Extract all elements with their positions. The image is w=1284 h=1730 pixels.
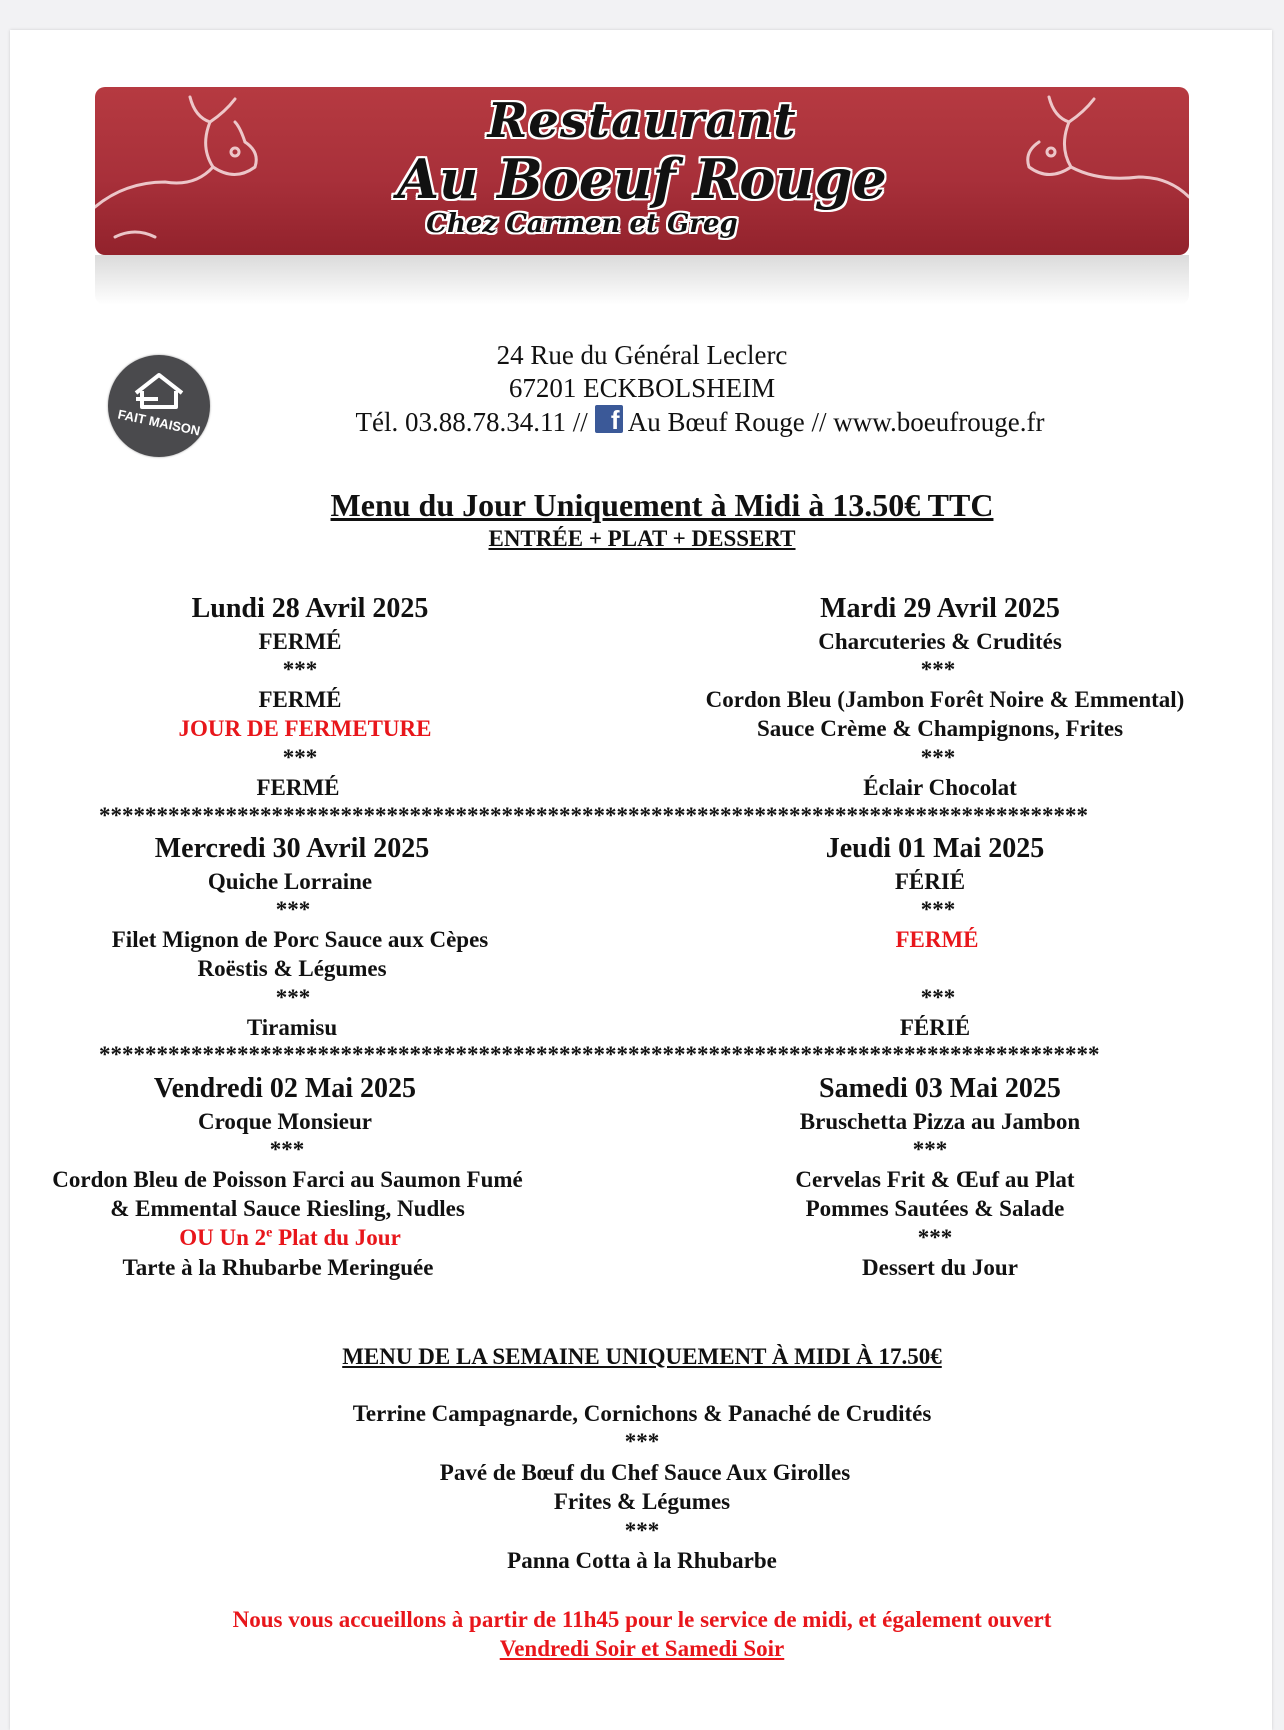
lundi-dessert: FERMÉ: [256, 775, 340, 800]
stars: ***: [920, 985, 956, 1010]
stars: ***: [282, 745, 318, 770]
facebook-icon[interactable]: f: [595, 405, 623, 433]
jeudi-plat: FERMÉ: [895, 927, 979, 952]
mardi-entree: Charcuteries & Crudités: [818, 629, 1062, 654]
banner-line-name: Au Boeuf Rouge: [397, 147, 887, 211]
stars: ***: [624, 1429, 660, 1454]
vendredi-dessert: Tarte à la Rhubarbe Meringuée: [122, 1255, 434, 1280]
vendredi-plat-2: & Emmental Sauce Riesling, Nudles: [110, 1196, 465, 1221]
samedi-plat-2: Pommes Sautées & Salade: [805, 1196, 1065, 1221]
vendredi-entree: Croque Monsieur: [198, 1109, 372, 1134]
semaine-entree: Terrine Campagnarde, Cornichons & Panaché de Crudités: [352, 1401, 932, 1426]
vendredi-note: OU Un 2e Plat du Jour: [179, 1225, 401, 1250]
stars: ***: [920, 657, 956, 682]
restaurant-banner: [95, 87, 1189, 255]
semaine-dessert: Panna Cotta à la Rhubarbe: [507, 1548, 777, 1573]
row-separator: **************************************************************************************: [99, 803, 1088, 828]
jeudi-entree: FÉRIÉ: [894, 869, 966, 894]
row-separator: ***************************************************************************************: [99, 1042, 1100, 1067]
stars: ***: [624, 1518, 660, 1543]
mardi-plat-1: Cordon Bleu (Jambon Forêt Noire & Emmental): [705, 687, 1185, 712]
day-title-jeudi: Jeudi 01 Mai 2025: [825, 833, 1045, 864]
stars: ***: [912, 1137, 948, 1162]
day-title-mardi: Mardi 29 Avril 2025: [820, 593, 1060, 624]
lundi-entree: FERMÉ: [258, 629, 342, 654]
banner-reflection: [95, 255, 1189, 305]
day-title-lundi: Lundi 28 Avril 2025: [191, 593, 429, 624]
address-contact: [0, 405, 1284, 438]
stars: ***: [920, 897, 956, 922]
address-city: 67201 ECKBOLSHEIM: [508, 373, 776, 403]
samedi-dessert: Dessert du Jour: [862, 1255, 1018, 1280]
mardi-plat-2: Sauce Crème & Champignons, Frites: [756, 716, 1124, 741]
menu-semaine-title: MENU DE LA SEMAINE UNIQUEMENT À MIDI À 17.50€: [342, 1344, 942, 1369]
banner-line-restaurant: Restaurant: [487, 93, 797, 149]
mercredi-entree: Quiche Lorraine: [207, 869, 373, 894]
lundi-plat: FERMÉ: [258, 687, 342, 712]
footer-evenings: Vendredi Soir et Samedi Soir: [499, 1636, 785, 1661]
mercredi-plat-2: Roëstis & Légumes: [197, 956, 387, 981]
semaine-plat-1: Pavé de Bœuf du Chef Sauce Aux Girolles: [439, 1460, 851, 1485]
mercredi-plat-1: Filet Mignon de Porc Sauce aux Cèpes: [111, 927, 489, 952]
stars: ***: [920, 745, 956, 770]
fait-maison-text: FAIT MAISON: [116, 406, 202, 439]
day-title-mercredi: Mercredi 30 Avril 2025: [154, 833, 430, 864]
stars: ***: [275, 985, 311, 1010]
stars: ***: [917, 1225, 953, 1250]
mardi-dessert: Éclair Chocolat: [863, 775, 1017, 800]
footer-hours: Nous vous accueillons à partir de 11h45 pour le service de midi, et également ouvert: [232, 1607, 1052, 1632]
day-title-samedi: Samedi 03 Mai 2025: [819, 1073, 1061, 1104]
semaine-plat-2: Frites & Légumes: [553, 1489, 731, 1514]
menu-jour-title: Menu du Jour Uniquement à Midi à 13.50€ TTC: [330, 487, 994, 523]
banner-line-owners: Chez Carmen et Greg: [426, 209, 738, 239]
address-street: 24 Rue du Général Leclerc: [496, 340, 788, 370]
samedi-entree: Bruschetta Pizza au Jambon: [799, 1109, 1081, 1134]
vendredi-plat-1: Cordon Bleu de Poisson Farci au Saumon Fumé: [52, 1167, 523, 1192]
day-title-vendredi: Vendredi 02 Mai 2025: [153, 1073, 417, 1104]
stars: ***: [282, 657, 318, 682]
facebook-and-website[interactable]: Au Bœuf Rouge // www.boeufrouge.fr: [627, 407, 1045, 437]
lundi-note: JOUR DE FERMETURE: [178, 716, 432, 741]
jeudi-dessert: FÉRIÉ: [899, 1015, 971, 1040]
samedi-plat-1: Cervelas Frit & Œuf au Plat: [795, 1167, 1075, 1192]
phone-number: Tél. 03.88.78.34.11 //: [355, 407, 588, 437]
stars: ***: [269, 1137, 305, 1162]
mercredi-dessert: Tiramisu: [246, 1015, 338, 1040]
menu-jour-subtitle: ENTRÉE + PLAT + DESSERT: [488, 526, 796, 551]
stars: ***: [275, 897, 311, 922]
